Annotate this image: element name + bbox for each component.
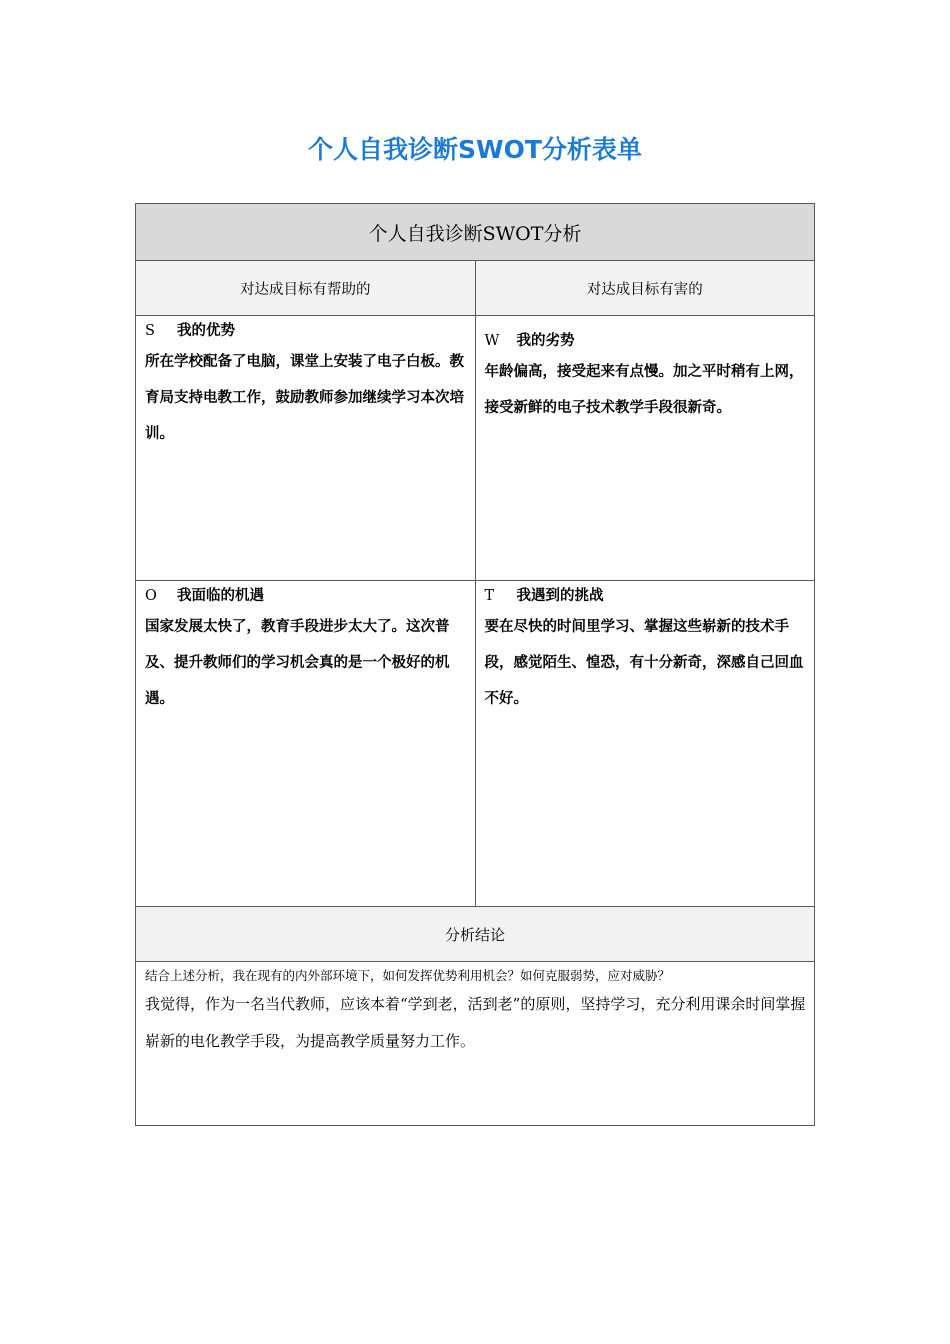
weaknesses-cell bbox=[475, 316, 815, 581]
table-header-row bbox=[136, 204, 815, 261]
column-header-row bbox=[136, 261, 815, 316]
opportunities-label bbox=[145, 585, 467, 607]
conclusion-header: 分析结论 bbox=[136, 907, 815, 962]
opportunities-text: 国家发展太快了，教育手段进步太大了。这次普及、提升教师们的学习机会真的是一个极好的机遇。 bbox=[145, 619, 450, 707]
table-header: 个人自我诊断SWOT分析 bbox=[136, 204, 815, 261]
quadrant-row-bottom bbox=[136, 581, 815, 907]
conclusion-question: 结合上述分析，我在现有的内外部环境下，如何发挥优势利用机会？如何克服弱势，应对威胁？ bbox=[145, 968, 671, 983]
column-header-helpful: 对达成目标有帮助的 bbox=[136, 261, 476, 316]
column-header-harmful: 对达成目标有害的 bbox=[475, 261, 815, 316]
conclusion-cell bbox=[136, 962, 815, 1126]
threats-text: 要在尽快的时间里学习、掌握这些崭新的技术手段，感觉陌生、惶恐，有十分新奇，深感自己回血不好。 bbox=[484, 619, 804, 707]
weaknesses-label bbox=[485, 330, 807, 352]
quadrant-row-top bbox=[136, 316, 815, 581]
conclusion-header-row bbox=[136, 907, 815, 962]
opportunities-cell bbox=[136, 581, 476, 907]
strengths-text: 所在学校配备了电脑，课堂上安装了电子白板。教育局支持电教工作，鼓励教师参加继续学习本次培训。 bbox=[145, 354, 464, 442]
conclusion-answer: 我觉得，作为一名当代教师，应该本着“学到老，活到老”的原则，坚持学习，充分利用课余时间掌握崭新的电化教学手段，为提高教学质量努力工作。 bbox=[145, 995, 806, 1050]
opportunities-letter: O bbox=[145, 588, 157, 604]
strengths-cell bbox=[136, 316, 476, 581]
weaknesses-text: 年龄偏高，接受起来有点慢。加之平时稍有上网，接受新鲜的电子技术教学手段很新奇。 bbox=[484, 364, 804, 416]
conclusion-body-row bbox=[136, 962, 815, 1126]
swot-table bbox=[135, 203, 815, 1126]
strengths-name: 我的优势 bbox=[177, 323, 235, 339]
document-title: 个人自我诊断SWOT分析表单 bbox=[308, 135, 642, 164]
threats-label bbox=[485, 585, 807, 607]
threats-letter: T bbox=[484, 588, 495, 604]
strengths-letter: S bbox=[145, 323, 155, 339]
weaknesses-letter: W bbox=[484, 333, 500, 349]
strengths-label bbox=[145, 320, 467, 342]
threats-cell bbox=[475, 581, 815, 907]
weaknesses-name: 我的劣势 bbox=[516, 333, 575, 349]
threats-name: 我遇到的挑战 bbox=[516, 588, 604, 604]
opportunities-name: 我面临的机遇 bbox=[177, 588, 264, 604]
